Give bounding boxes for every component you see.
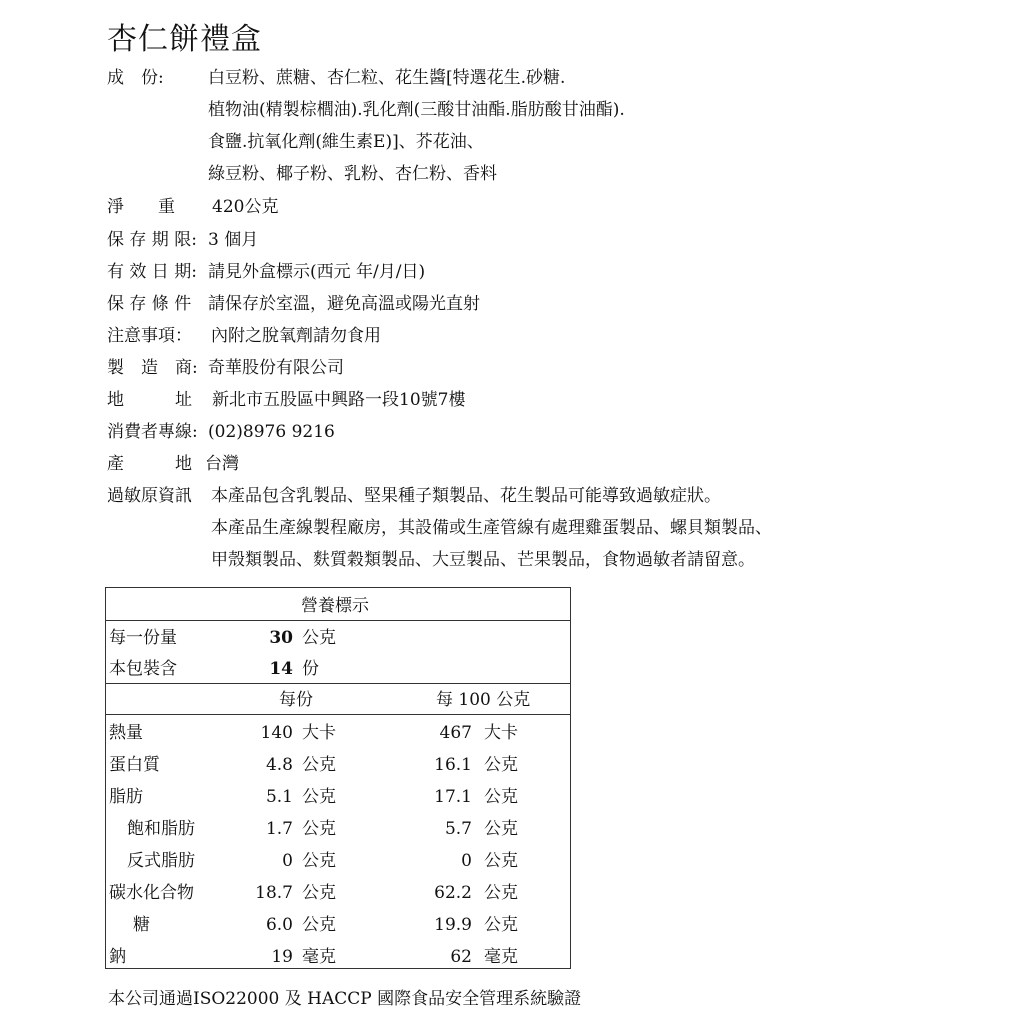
col-per-100g: 每 100 公克 [436, 690, 531, 710]
nutrient-per-serving-unit: 公克 [302, 883, 336, 903]
nutrient-per-100g-unit: 公克 [484, 915, 518, 935]
ingredients-label: 成 份: [107, 68, 164, 88]
allergen-line-2: 本產品生產線製程廠房，其設備或生產管線有處理雞蛋製品、螺貝類製品、 [211, 518, 772, 538]
nutrient-per-serving-unit: 公克 [302, 819, 336, 839]
hotline-label: 消費者專線: [107, 422, 198, 442]
nutrition-table [105, 587, 571, 969]
shelf-life-label: 保 存 期 限: [107, 230, 197, 250]
serving-size-unit: 公克 [302, 628, 336, 648]
notice-value: 內附之脫氧劑請勿食用 [211, 326, 381, 346]
address-label: 地 址 [107, 390, 192, 410]
nutrient-per-serving-unit: 公克 [302, 851, 336, 871]
nutrient-name: 糖 [133, 915, 150, 935]
nutrient-name: 熱量 [109, 723, 143, 743]
nutrient-per-serving-value: 19 [271, 947, 293, 967]
hotline-value: (02)8976 9216 [208, 422, 335, 442]
nutrient-per-100g-unit: 毫克 [484, 947, 518, 967]
nutrient-per-serving-unit: 毫克 [302, 947, 336, 967]
nutrient-per-serving-value: 1.7 [265, 819, 293, 839]
certification-footer: 本公司通過ISO22000 及 HACCP 國際食品安全管理系統驗證 [108, 989, 582, 1009]
nutrient-per-100g-value: 62 [450, 947, 472, 967]
nutrient-per-serving-value: 4.8 [265, 755, 293, 775]
nutrient-per-100g-unit: 公克 [484, 755, 518, 775]
nutrient-per-serving-unit: 大卡 [302, 723, 336, 743]
nutrient-per-serving-unit: 公克 [302, 915, 336, 935]
manufacturer-value: 奇華股份有限公司 [208, 358, 344, 378]
nutrient-per-100g-value: 467 [439, 723, 472, 743]
servings-value: 14 [269, 659, 293, 679]
nutrient-per-serving-value: 140 [260, 723, 293, 743]
ingredients-line-2: 植物油(精製棕櫚油).乳化劑(三酸甘油酯.脂肪酸甘油酯). [208, 100, 625, 120]
nutrient-per-100g-value: 62.2 [434, 883, 472, 903]
allergen-line-3: 甲殼類製品、麩質穀類製品、大豆製品、芒果製品，食物過敏者請留意。 [211, 550, 755, 570]
nutrient-per-100g-unit: 公克 [484, 787, 518, 807]
origin-value: 台灣 [205, 454, 239, 474]
storage-value: 請保存於室溫，避免高溫或陽光直射 [208, 294, 480, 314]
nutrient-per-serving-value: 18.7 [255, 883, 293, 903]
nutrient-per-serving-value: 6.0 [265, 915, 293, 935]
allergen-label: 過敏原資訊 [107, 486, 192, 506]
nutrient-per-100g-value: 19.9 [434, 915, 472, 935]
servings-label: 本包裝含 [109, 659, 177, 679]
nutrient-name: 反式脂肪 [127, 851, 195, 871]
servings-unit: 份 [302, 659, 319, 679]
nutrient-name: 鈉 [109, 947, 126, 967]
address-value: 新北市五股區中興路一段10號7樓 [212, 390, 466, 410]
ingredients-line-4: 綠豆粉、椰子粉、乳粉、杏仁粉、香料 [208, 164, 497, 184]
shelf-life-value: 3 個月 [208, 230, 259, 250]
expiry-value: 請見外盒標示(西元 年/月/日) [208, 262, 426, 282]
nutrient-per-100g-value: 17.1 [434, 787, 472, 807]
origin-label: 產 地 [107, 454, 192, 474]
nutrient-name: 飽和脂肪 [127, 819, 195, 839]
nutrient-per-100g-value: 16.1 [434, 755, 472, 775]
storage-label: 保 存 條 件 [107, 294, 192, 314]
nutrient-per-100g-value: 0 [461, 851, 472, 871]
nutrient-per-serving-value: 5.1 [265, 787, 293, 807]
notice-label: 注意事項： [107, 326, 192, 346]
product-title: 杏仁餅禮盒 [107, 22, 262, 57]
nutrient-name: 脂肪 [109, 787, 143, 807]
col-per-serving: 每份 [279, 690, 313, 710]
expiry-label: 有 效 日 期: [107, 262, 197, 282]
nutrient-per-100g-value: 5.7 [444, 819, 472, 839]
nutrient-per-serving-unit: 公克 [302, 755, 336, 775]
allergen-line-1: 本產品包含乳製品、堅果種子類製品、花生製品可能導致過敏症狀。 [211, 486, 721, 506]
ingredients-line-1: 白豆粉、蔗糖、杏仁粒、花生醬[特選花生.砂糖. [208, 68, 566, 88]
ingredients-line-3: 食鹽.抗氧化劑(維生素E)]、芥花油、 [208, 132, 484, 152]
nutrition-title: 營養標示 [301, 596, 369, 616]
nutrient-per-100g-unit: 大卡 [484, 723, 518, 743]
nutrient-per-100g-unit: 公克 [484, 883, 518, 903]
nutrient-per-100g-unit: 公克 [484, 851, 518, 871]
nutrient-name: 蛋白質 [109, 755, 160, 775]
net-weight-value: 420公克 [212, 197, 279, 217]
nutrient-per-serving-value: 0 [282, 851, 293, 871]
net-weight-label: 淨 重 [107, 197, 175, 217]
nutrient-per-serving-unit: 公克 [302, 787, 336, 807]
nutrient-per-100g-unit: 公克 [484, 819, 518, 839]
manufacturer-label: 製 造 商: [107, 358, 198, 378]
serving-size-label: 每一份量 [109, 628, 177, 648]
serving-size-value: 30 [269, 628, 293, 648]
nutrient-name: 碳水化合物 [109, 883, 194, 903]
